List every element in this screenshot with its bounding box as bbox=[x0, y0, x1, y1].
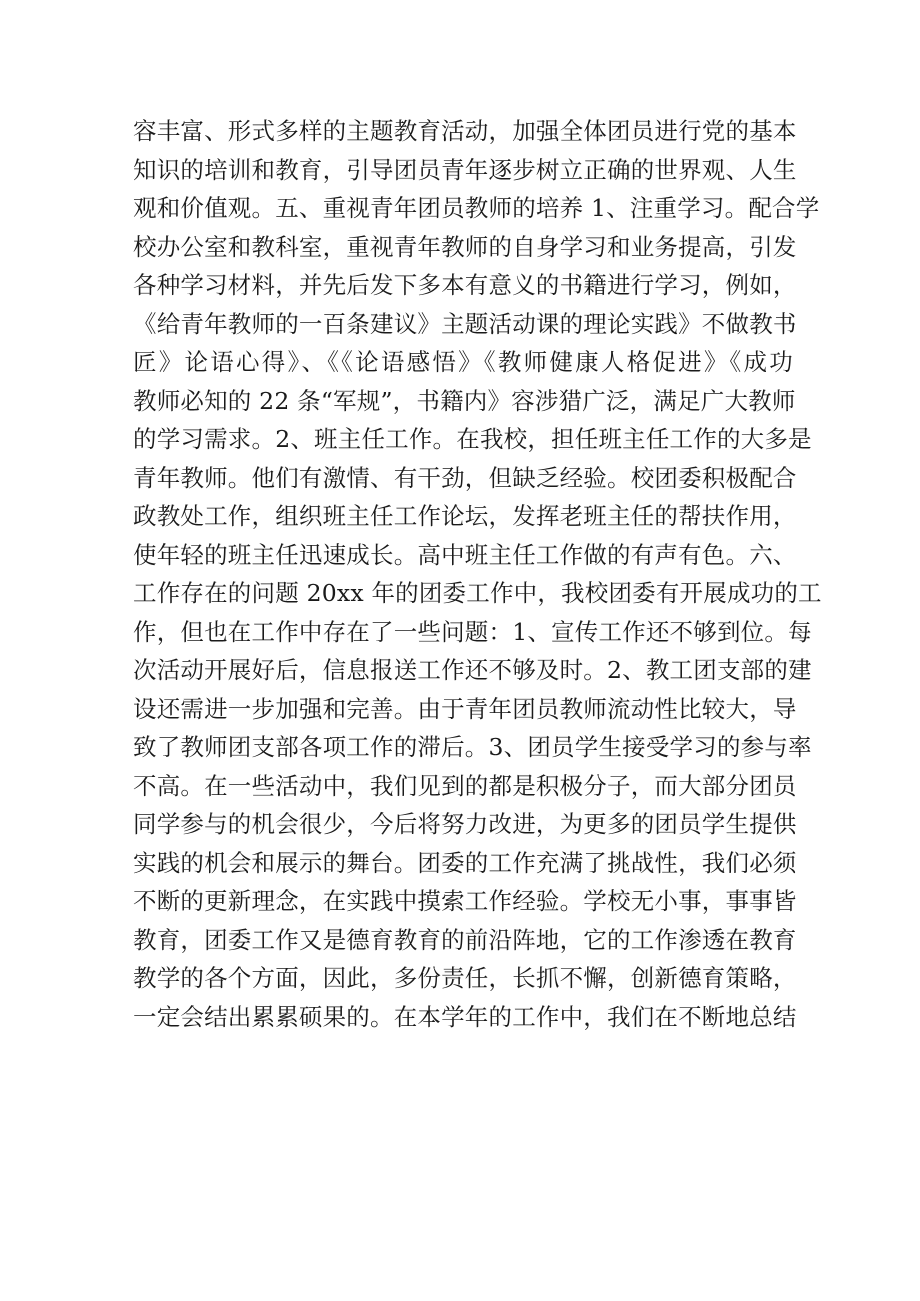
text-line: 次活动开展好后，信息报送工作还不够及时。2、教工团支部的建 bbox=[133, 656, 812, 684]
text-line: 教育，团委工作又是德育教育的前沿阵地，它的工作渗透在教育 bbox=[133, 925, 797, 954]
text-line: 不高。在一些活动中，我们见到的都是积极分子，而大部分团员 bbox=[133, 771, 797, 800]
text-line: 各种学习材料，并先后发下多本有意义的书籍进行学习，例如， bbox=[133, 271, 797, 299]
text-line: 匠》论语心得》、《《论语感悟》《教师健康人格促进》《成功 bbox=[133, 348, 793, 376]
text-line: 同学参与的机会很少，今后将努力改进，为更多的团员学生提供 bbox=[133, 810, 797, 838]
text-line: 观和价值观。五、重视青年团员教师的培养 1、注重学习。配合学 bbox=[133, 194, 820, 222]
text-line: 容丰富、形式多样的主题教育活动，加强全体团员进行党的基本 bbox=[133, 117, 797, 145]
text-line: 设还需进一步加强和完善。由于青年团员教师流动性比较大，导 bbox=[133, 694, 797, 723]
text-line: 实践的机会和展示的舞台。团委的工作充满了挑战性，我们必须 bbox=[133, 848, 797, 877]
text-line: 工作存在的问题 20xx 年的团委工作中，我校团委有开展成功的工 bbox=[133, 579, 822, 607]
text-line: 教师必知的 22 条“军规”，书籍内》容涉猎广泛，满足广大教师 bbox=[133, 386, 796, 415]
text-line: 校办公室和教科室，重视青年教师的自身学习和业务提高，引发 bbox=[133, 232, 797, 261]
text-line: 的学习需求。2、班主任工作。在我校，担任班主任工作的大多是 bbox=[133, 425, 812, 453]
text-line: 作，但也在工作中存在了一些问题：1、宣传工作还不够到位。每 bbox=[133, 617, 812, 646]
text-line: 《给青年教师的一百条建议》主题活动课的理论实践》不做教书 bbox=[133, 309, 797, 338]
text-line: 使年轻的班主任迅速成长。高中班主任工作做的有声有色。六、 bbox=[133, 540, 797, 569]
text-line: 青年教师。他们有激情、有干劲，但缺乏经验。校团委积极配合 bbox=[133, 463, 797, 492]
text-line: 政教处工作，组织班主任工作论坛，发挥老班主任的帮扶作用， bbox=[133, 502, 797, 530]
text-line: 致了教师团支部各项工作的滞后。3、团员学生接受学习的参与率 bbox=[133, 733, 812, 761]
text-line: 不断的更新理念，在实践中摸索工作经验。学校无小事，事事皆 bbox=[133, 887, 797, 915]
text-line: 一定会结出累累硕果的。在本学年的工作中，我们在不断地总结 bbox=[133, 1002, 797, 1031]
body-text bbox=[133, 112, 822, 1036]
text-line: 知识的培训和教育，引导团员青年逐步树立正确的世界观、人生 bbox=[133, 155, 797, 184]
text-line: 教学的各个方面，因此，多份责任，长抓不懈，创新德育策略， bbox=[133, 964, 797, 992]
